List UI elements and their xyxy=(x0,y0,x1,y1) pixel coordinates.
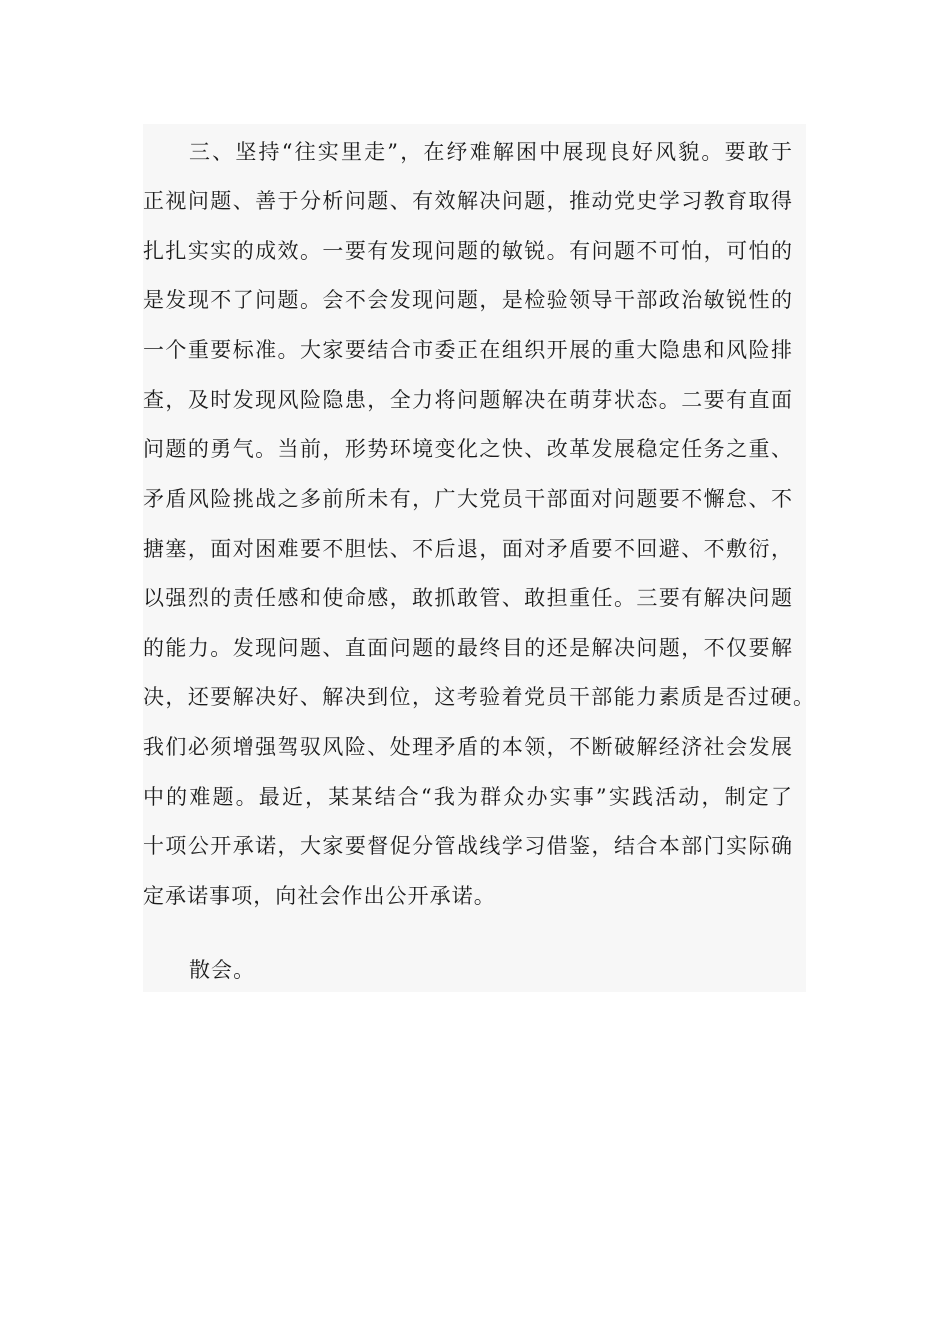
paragraph-line: 的能力。发现问题、直面问题的最终目的还是解决问题，不仅要解 xyxy=(143,636,793,660)
paragraph-line: 三、坚持“往实里走”，在纾难解困中展现良好风貌。要敢于 xyxy=(189,140,793,164)
paragraph-line: 搪塞，面对困难要不胆怯、不后退，面对矛盾要不回避、不敷衍， xyxy=(143,537,793,561)
paragraph-line: 决，还要解决好、解决到位，这考验着党员干部能力素质是否过硬。 xyxy=(143,685,815,709)
paragraph-line: 定承诺事项，向社会作出公开承诺。 xyxy=(143,884,496,908)
paragraph-line: 扎扎实实的成效。一要有发现问题的敏锐。有问题不可怕，可怕的 xyxy=(143,239,793,263)
paragraph-line: 一个重要标准。大家要结合市委正在组织开展的重大隐患和风险排 xyxy=(143,338,793,362)
closing-line: 散会。 xyxy=(189,958,256,982)
paragraph-line: 以强烈的责任感和使命感，敢抓敢管、敢担重任。三要有解决问题 xyxy=(143,586,793,610)
paragraph-line: 查，及时发现风险隐患，全力将问题解决在萌芽状态。二要有直面 xyxy=(143,388,793,412)
paragraph-line: 正视问题、善于分析问题、有效解决问题，推动党史学习教育取得 xyxy=(143,189,793,213)
paragraph-line: 问题的勇气。当前，形势环境变化之快、改革发展稳定任务之重、 xyxy=(143,437,793,461)
paragraph-line: 中的难题。最近，某某结合“我为群众办实事”实践活动，制定了 xyxy=(143,785,793,809)
paragraph-line: 十项公开承诺，大家要督促分管战线学习借鉴，结合本部门实际确 xyxy=(143,834,793,858)
paragraph-line: 是发现不了问题。会不会发现问题，是检验领导干部政治敏锐性的 xyxy=(143,288,793,312)
paragraph-line: 我们必须增强驾驭风险、处理矛盾的本领，不断破解经济社会发展 xyxy=(143,735,793,759)
paragraph-line: 矛盾风险挑战之多前所未有，广大党员干部面对问题要不懈怠、不 xyxy=(143,487,793,511)
